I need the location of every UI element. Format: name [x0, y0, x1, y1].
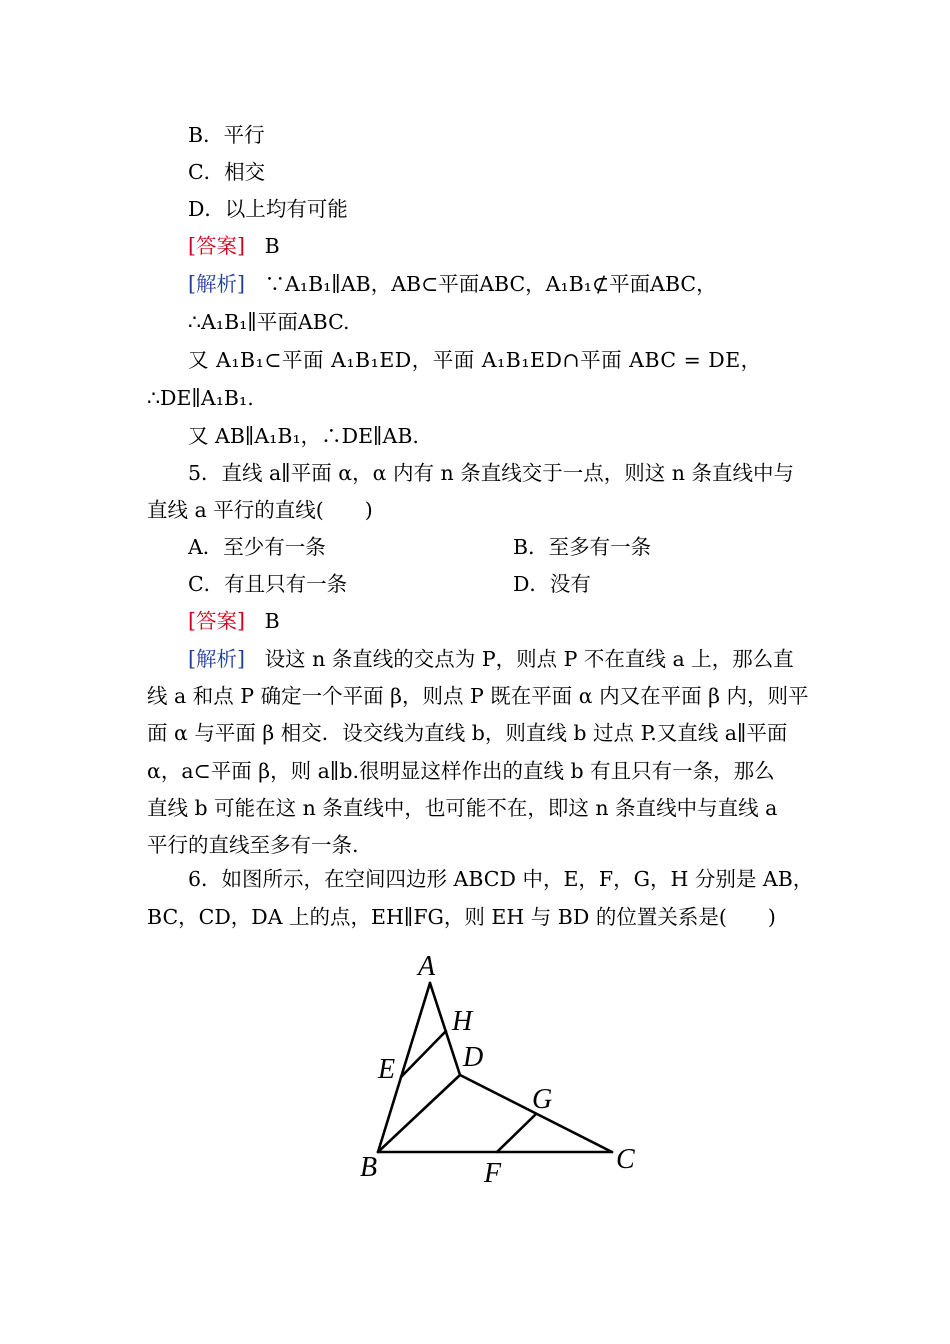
- analysis-text: α，a⊂平面 β，则 a∥b.很明显这样作出的直线 b 有且只有一条，那么: [147, 759, 775, 783]
- analysis-text: ∴A₁B₁∥平面ABC.: [188, 310, 350, 334]
- q5-stem: 5．直线 a∥平面 α，α 内有 n 条直线交于一点，则这 n 条直线中与: [188, 461, 794, 485]
- answer-tag: [答案]: [188, 609, 245, 633]
- analysis-text: 设这 n 条直线的交点为 P，则点 P 不在直线 a 上，那么直: [264, 647, 794, 671]
- label-c: C: [616, 1144, 635, 1175]
- label-d: D: [463, 1042, 484, 1073]
- q4-option-b: B．平行: [188, 123, 265, 147]
- analysis-tag: [解析]: [188, 272, 245, 296]
- label-e: E: [378, 1054, 396, 1085]
- q5-options-row-2: [188, 566, 858, 603]
- analysis-text: 面 α 与平面 β 相交．设交线为直线 b，则直线 b 过点 P.又直线 a∥平面: [147, 721, 788, 745]
- analysis-text: ∵A₁B₁∥AB，AB⊂平面ABC，A₁B₁⊄平面ABC，: [264, 272, 717, 296]
- label-h: H: [452, 1006, 473, 1037]
- q6-stem: 6．如图所示，在空间四边形 ABCD 中，E，F，G，H 分别是 AB，: [188, 867, 814, 891]
- q5-option-d: D．没有: [513, 572, 591, 596]
- segment-fg: [497, 1114, 536, 1152]
- analysis-text: ∴DE∥A₁B₁.: [147, 386, 254, 410]
- q5-option-b: B．至多有一条: [513, 535, 652, 559]
- q4-answer-row: [188, 228, 858, 265]
- label-g: G: [532, 1084, 553, 1115]
- answer-value: B: [264, 609, 280, 633]
- analysis-tag: [解析]: [188, 647, 245, 671]
- analysis-text: 线 a 和点 P 确定一个平面 β，则点 P 既在平面 α 内又在平面 β 内，则平: [147, 684, 809, 708]
- answer-tag: [答案]: [188, 234, 245, 258]
- analysis-text: 又 AB∥A₁B₁，∴DE∥AB.: [188, 424, 419, 448]
- label-f: F: [484, 1158, 502, 1189]
- q4-option-d: D．以上均有可能: [188, 197, 348, 221]
- quadrilateral-figure: [350, 945, 650, 1190]
- q5-stem: 直线 a 平行的直线( ): [147, 498, 373, 522]
- q5-analysis-row: [188, 641, 858, 678]
- q6-stem: BC，CD，DA 上的点，EH∥FG，则 EH 与 BD 的位置关系是( ): [147, 905, 776, 929]
- q5-option-c: C．有且只有一条: [188, 572, 348, 596]
- analysis-text: 又 A₁B₁⊂平面 A₁B₁ED，平面 A₁B₁ED∩平面 ABC = DE，: [188, 348, 762, 372]
- q5-option-a: A．至少有一条: [188, 535, 326, 559]
- q4-analysis-row: [188, 266, 858, 303]
- analysis-text: 平行的直线至多有一条.: [147, 833, 359, 857]
- q5-answer-row: [188, 603, 858, 640]
- q4-option-c: C．相交: [188, 160, 266, 184]
- label-a: A: [418, 951, 436, 982]
- q5-options-row-1: [188, 529, 858, 566]
- label-b: B: [360, 1152, 378, 1183]
- analysis-text: 直线 b 可能在这 n 条直线中，也可能不在，即这 n 条直线中与直线 a: [147, 796, 778, 820]
- answer-value: B: [264, 234, 280, 258]
